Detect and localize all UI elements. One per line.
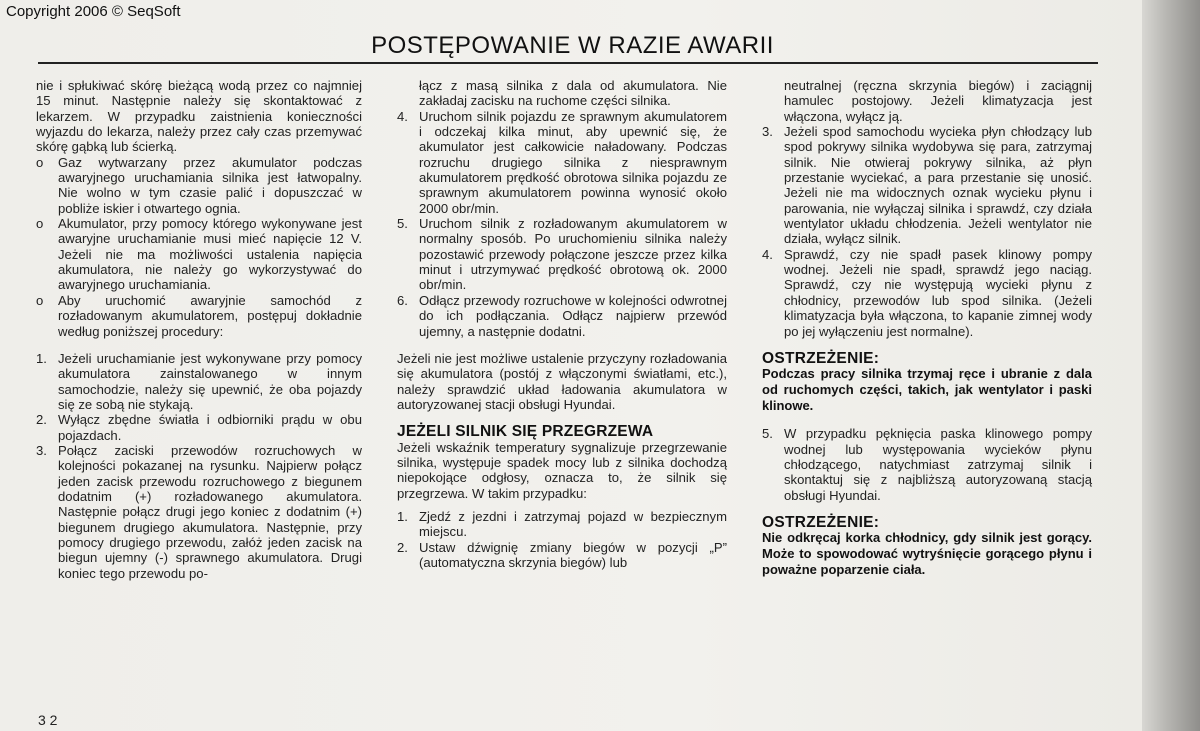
step-text: Jeżeli spod samochodu wycieka płyn chłodzący lub spod pokrywy silnika wydobywa się para, zatrzymaj silnik. Nie otwieraj pokrywy silnika, aż płyn przestanie wyciekać, a para przestanie się unosić. Jeżeli nie ma widocznych oznak wycieku płynu i parowania, nie wyłączaj silnika i sprawdź, czy działa wentylator układu chłodzenia. Jeżeli wentylator nie działa, wyłącz silnik. <box>784 124 1092 247</box>
list-item <box>397 540 727 571</box>
step-text: W przypadku pęknięcia paska klinowego pompy wodnej lub występowania wycieków płynu chłodzącego, natychmiast zatrzymaj silnik i skontaktuj się z najbliższą autoryzowaną stacją obsługi Hyundai. <box>784 426 1092 503</box>
bullet-marker: o <box>36 154 44 170</box>
col2-note: Jeżeli nie jest możliwe ustalenie przyczyny rozładowania się akumulatora (postój z włączonymi światłami, etc.), należy sprawdzić układ ładowania akumulatora w autoryzowanej stacji obsługi Hyundai. <box>397 350 727 412</box>
column-1 <box>36 78 362 581</box>
col3-intro: neutralnej (ręczna skrzynia biegów) i zaciągnij hamulec postojowy. Jeżeli klimatyzacja jest włączona, wyłącz ją. <box>784 78 1092 124</box>
step-number: 1. <box>397 508 408 524</box>
bullet-text: Aby uruchomić awaryjnie samochód z rozładowanym akumulatorem, postępuj dokładnie według poniższej procedury: <box>58 292 362 339</box>
step-text: Zjedź z jezdni i zatrzymaj pojazd w bezpiecznym miejscu. <box>419 508 727 540</box>
warning-heading: OSTRZEŻENIE: <box>762 513 880 531</box>
list-item <box>397 509 727 540</box>
step-text: Uruchom silnik pojazdu ze sprawnym akumulatorem i odczekaj kilka minut, aby upewnić się, że akumulator jest całkowicie naładowany. Podczas rozruchu drugiego silnika z niesprawnym akumulatorem prędkość obrotowa silnika pojazdu ze sprawnym akumulatorem powinna wynosić około 2000 obr/min. <box>419 108 727 216</box>
col2-intro: łącz z masą silnika z dala od akumulatora. Nie zakładaj zacisku na ruchome części silnika. <box>419 78 727 109</box>
list-item <box>36 155 362 216</box>
copyright-notice: Copyright 2006 © SeqSoft <box>6 3 181 20</box>
list-item <box>762 124 1092 247</box>
step-number: 4. <box>397 108 408 124</box>
column-2 <box>397 78 727 570</box>
list-item <box>397 293 727 339</box>
chapter-title: POSTĘPOWANIE W RAZIE AWARII <box>371 32 774 59</box>
warning-text: Nie odkręcaj korka chłodnicy, gdy silnik jest gorący. Może to spowodować wytryśnięcie gorącego płynu i poważne poparzenie ciała. <box>762 530 1092 578</box>
step-number: 3. <box>762 124 773 140</box>
step-number: 5. <box>397 216 408 232</box>
bullet-marker: o <box>36 292 44 308</box>
step-text: Sprawdź, czy nie spadł pasek klinowy pompy wodnej. Jeżeli nie spadł, sprawdź jego naciąg. Sprawdź, czy nie występują wycieki płynu z chłodnicy, przewodów lub spod silnika. (Jeżeli klimatyzacja była włączona, to kapanie zimnej wody po jej wyłączeniu jest normalne). <box>784 246 1092 339</box>
step-text: Połącz zaciski przewodów rozruchowych w kolejności pokazanej na rysunku. Najpierw połącz jeden zacisk przewodu rozruchowego z biegunem dodatnim (+) rozładowanego akumulatora. Następnie połącz drugi jego koniec z dodatnim (+) biegunem drugiego akumulatora. Następnie, przy pomocy drugiego przewodu, załóż jeden zacisk na biegun ujemny (-) sprawnego akumulatora. Drugi koniec tego przewodu po- <box>58 442 362 581</box>
overheat-intro: Jeżeli wskaźnik temperatury sygnalizuje przegrzewanie silnika, występuje spadek mocy lub z silnika dochodzą niepokojące odgłosy, oznacza to, że silnik się przegrzewa. W takim przypadku: <box>397 439 727 501</box>
step-number: 2. <box>397 539 408 555</box>
section-heading: JEŻELI SILNIK SIĘ PRZEGRZEWA <box>397 423 654 441</box>
title-rule <box>38 62 1098 64</box>
step-number: 1. <box>36 350 47 366</box>
list-item <box>36 293 362 339</box>
warning-text: Podczas pracy silnika trzymaj ręce i ubranie z dala od ruchomych części, takich, jak wentylator i paski klinowe. <box>762 366 1092 414</box>
list-item <box>36 216 362 293</box>
step-number: 2. <box>36 412 47 428</box>
column-3 <box>762 78 1092 578</box>
step-text: Odłącz przewody rozruchowe w kolejności odwrotnej do ich podłączania. Odłącz najpierw przewód ujemny, a następnie dodatni. <box>419 292 727 339</box>
list-item <box>397 109 727 216</box>
page-number: 3 2 <box>38 712 58 728</box>
list-item <box>397 216 727 293</box>
step-number: 5. <box>762 426 773 442</box>
step-text: Ustaw dźwignię zmiany biegów w pozycji „P” (automatyczna skrzynia biegów) lub <box>419 539 727 570</box>
bullet-text: Gaz wytwarzany przez akumulator podczas awaryjnego uruchamiania silnika jest łatwopalny. Nie wolno w tym czasie palić i dopuszczać w pobliże iskier i otwartego ognia. <box>58 154 362 216</box>
bullet-marker: o <box>36 216 44 232</box>
list-item <box>36 351 362 412</box>
list-item <box>36 443 362 581</box>
book-edge-shadow <box>1142 0 1200 731</box>
step-number: 3. <box>36 442 47 458</box>
bullet-text: Akumulator, przy pomocy którego wykonywane jest awaryjne uruchamianie musi mieć napięcie 12 V. Jeżeli nie ma możliwości ustalenia napięcia akumulatora, nie należy go wykorzystywać do awaryjnego uruchamiania. <box>58 216 362 293</box>
list-item <box>762 247 1092 339</box>
step-text: Uruchom silnik z rozładowanym akumulatorem w normalny sposób. Po uruchomieniu silnika należy pozostawić przewody połączone jeszcze przez kilka minut i utrzymywać prędkość obrotową ok. 2000 obr/min. <box>419 216 727 293</box>
step-text: Jeżeli uruchamianie jest wykonywane przy pomocy akumulatora zainstalowanego w innym samochodzie, należy się upewnić, że oba pojazdy się ze sobą nie stykają. <box>58 350 362 412</box>
col1-intro: nie i spłukiwać skórę bieżącą wodą przez co najmniej 15 minut. Następnie należy się skontaktować z lekarzem. W przypadku zaistnienia konieczności wyjazdu do lekarza, należy przez cały czas przemywać skórę gąbką lub ścierką. <box>36 78 362 155</box>
step-number: 4. <box>762 246 773 262</box>
step-number: 6. <box>397 292 408 308</box>
list-item <box>36 412 362 443</box>
step-text: Wyłącz zbędne światła i odbiorniki prądu w obu pojazdach. <box>58 412 362 443</box>
list-item <box>762 426 1092 503</box>
warning-heading: OSTRZEŻENIE: <box>762 349 880 367</box>
